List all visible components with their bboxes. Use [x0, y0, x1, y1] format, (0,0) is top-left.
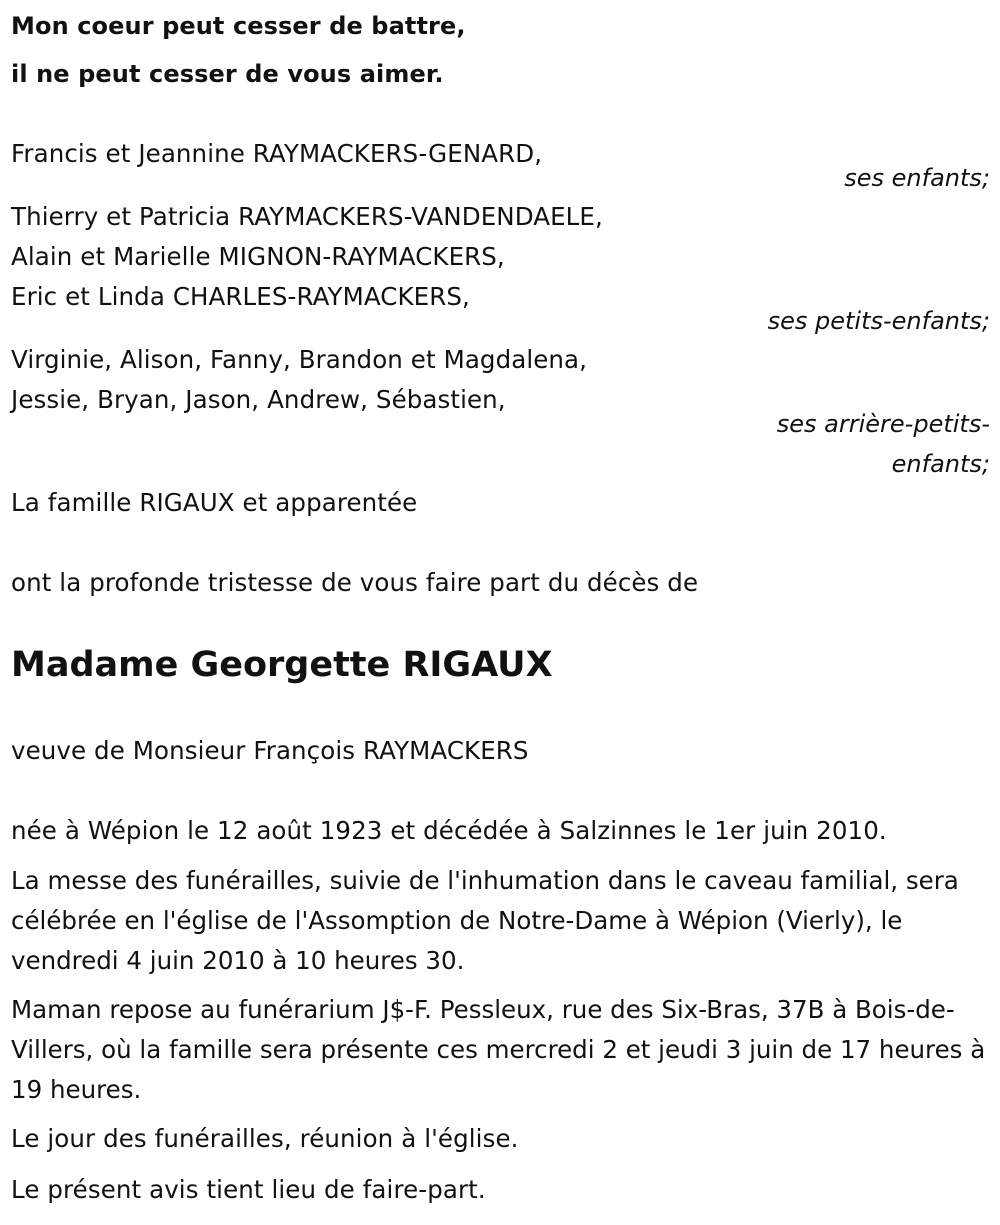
notice-line: Le présent avis tient lieu de faire-part.: [11, 1175, 486, 1204]
meeting-line: Le jour des funérailles, réunion à l'église.: [11, 1124, 519, 1153]
birth-death-line: née à Wépion le 12 août 1923 et décédée à Salzinnes le 1er juin 2010.: [11, 816, 887, 845]
grandchildren-role: ses petits-enfants;: [767, 307, 990, 335]
announcement-line: ont la profonde tristesse de vous faire part du décès de: [11, 568, 699, 597]
great-grandchildren-name-2: Jessie, Bryan, Jason, Andrew, Sébastien,: [11, 385, 506, 414]
grandchildren-name-1: Thierry et Patricia RAYMACKERS-VANDENDAELE,: [11, 202, 603, 231]
children-role: ses enfants;: [844, 164, 990, 192]
funeral-mass-paragraph: La messe des funérailles, suivie de l'inhumation dans le caveau familial, sera célébrée en l'église de l'Assomption de Notre-Dame à Wépion (Vierly), le vendredi 4 juin 2010 à 10 heures 30.: [11, 866, 959, 975]
epigraph-line-1: Mon coeur peut cesser de battre,: [11, 12, 466, 40]
children-names: Francis et Jeannine RAYMACKERS-GENARD,: [11, 139, 543, 168]
grandchildren-name-2: Alain et Marielle MIGNON-RAYMACKERS,: [11, 242, 505, 271]
family-line: La famille RIGAUX et apparentée: [11, 488, 418, 517]
great-grandchildren-name-1: Virginie, Alison, Fanny, Brandon et Magdalena,: [11, 345, 588, 374]
grandchildren-name-3: Eric et Linda CHARLES-RAYMACKERS,: [11, 282, 470, 311]
epigraph-line-2: il ne peut cesser de vous aimer.: [11, 60, 444, 88]
deceased-name: Madame Georgette RIGAUX: [11, 645, 553, 685]
rests-at-paragraph: Maman repose au funérarium J$-F. Pessleux, rue des Six-Bras, 37B à Bois-de-Villers, où la famille sera présente ces mercredi 2 et jeudi 3 juin de 17 heures à 19 heures.: [11, 995, 986, 1104]
great-grandchildren-role: ses arrière-petits-enfants;: [776, 410, 990, 478]
widow-of-line: veuve de Monsieur François RAYMACKERS: [11, 736, 529, 765]
